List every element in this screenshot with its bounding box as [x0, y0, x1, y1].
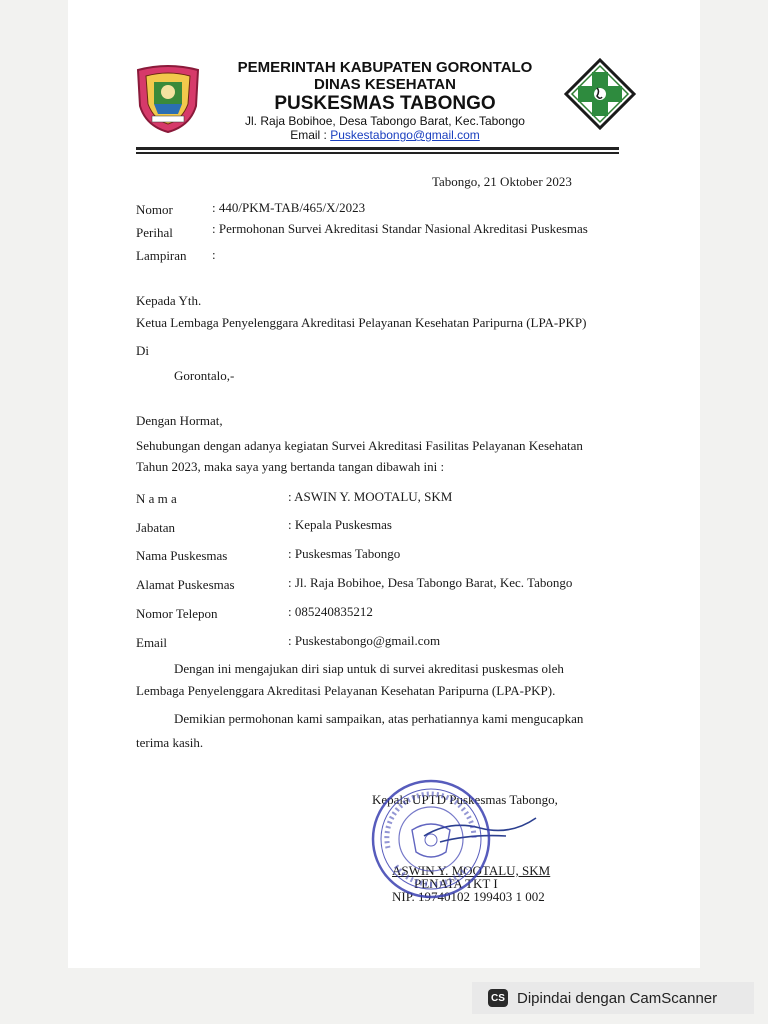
recipient-line4: Gorontalo,- [174, 368, 235, 383]
paragraph2-line1: Dengan ini mengajukan diri siap untuk di survei akreditasi puskesmas oleh [174, 661, 564, 676]
meta-value-lampiran: : [212, 247, 216, 262]
header-government: PEMERINTAH KABUPATEN GORONTALO [237, 59, 533, 76]
header-puskesmas: PUSKESMAS TABONGO [274, 93, 496, 114]
meta-value-perihal: : Permohonan Survei Akreditasi Standar Nasional Akreditasi Puskesmas [212, 221, 588, 236]
detail-value-jabatan: : Kepala Puskesmas [288, 517, 392, 532]
intro-line1: Sehubungan dengan adanya kegiatan Survei Akreditasi Fasilitas Pelayanan Kesehatan [136, 438, 583, 453]
header-email-link[interactable]: Puskestabongo@gmail.com [330, 128, 480, 142]
detail-label-nama-puskesmas: Nama Puskesmas [136, 548, 228, 563]
detail-label-email: Email [136, 635, 168, 650]
header-department: DINAS KESEHATAN [314, 76, 456, 93]
detail-value-alamat: : Jl. Raja Bobihoe, Desa Tabongo Barat, Kec. Tabongo [288, 575, 573, 590]
camscanner-watermark [472, 982, 754, 1014]
header-email-label: Email : [290, 128, 331, 142]
paragraph3-line1: Demikian permohonan kami sampaikan, atas perhatiannya kami mengucapkan [174, 711, 584, 726]
letter-date: Tabongo, 21 Oktober 2023 [432, 174, 572, 189]
header-divider-thick [136, 147, 619, 150]
regency-crest-icon [132, 62, 204, 134]
header-email [220, 128, 550, 142]
meta-label-perihal: Perihal [136, 225, 173, 240]
detail-label-telepon: Nomor Telepon [136, 606, 218, 621]
signature-title: Kepala UPTD Puskesmas Tabongo, [372, 792, 558, 807]
official-stamp-icon [370, 778, 492, 900]
detail-label-nama: N a m a [136, 491, 177, 506]
signature-name: ASWIN Y. MOOTALU, SKM [392, 863, 551, 878]
detail-label-jabatan: Jabatan [136, 520, 175, 535]
detail-value-nama-puskesmas: : Puskesmas Tabongo [288, 546, 401, 561]
meta-value-nomor: : 440/PKM-TAB/465/X/2023 [212, 200, 366, 215]
paragraph3-line2: terima kasih. [136, 735, 204, 750]
meta-label-lampiran: Lampiran [136, 248, 187, 263]
signature-nip: NIP. 19740102 199403 1 002 [392, 889, 545, 904]
detail-value-nama: : ASWIN Y. MOOTALU, SKM [288, 489, 453, 504]
paragraph2-line2: Lembaga Penyelenggara Akreditasi Pelayanan Kesehatan Paripurna (LPA-PKP). [136, 683, 556, 698]
greeting: Dengan Hormat, [136, 413, 223, 428]
detail-value-telepon: : 085240835212 [288, 604, 373, 619]
meta-label-nomor: Nomor [136, 202, 173, 217]
recipient-line1: Kepada Yth. [136, 293, 202, 308]
detail-value-email: : Puskestabongo@gmail.com [288, 633, 441, 648]
detail-label-alamat: Alamat Puskesmas [136, 577, 235, 592]
header-address: Jl. Raja Bobihoe, Desa Tabongo Barat, Kec.Tabongo [245, 114, 525, 128]
intro-line2: Tahun 2023, maka saya yang bertanda tangan dibawah ini : [136, 459, 445, 474]
camscanner-text: Dipindai dengan CamScanner [517, 989, 718, 1007]
recipient-line3: Di [136, 343, 149, 358]
camscanner-logo-icon: CS [488, 989, 508, 1007]
signature-rank: PENATA TKT I [414, 876, 498, 891]
health-cross-icon [564, 58, 636, 130]
header-divider-thin [136, 152, 619, 154]
recipient-line2: Ketua Lembaga Penyelenggara Akreditasi Pelayanan Kesehatan Paripurna (LPA-PKP) [136, 315, 587, 330]
